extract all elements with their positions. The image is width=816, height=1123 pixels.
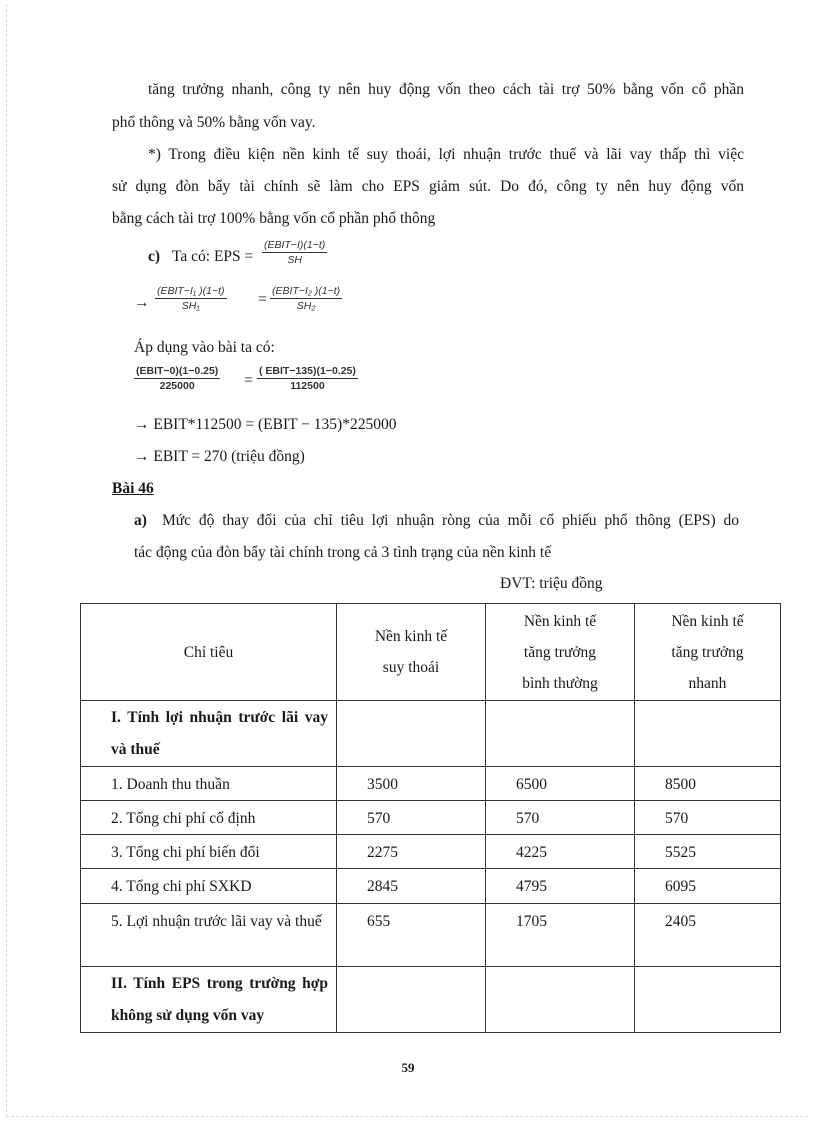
table-row xyxy=(81,869,781,904)
row-label: 1. Doanh thu thuần xyxy=(81,767,337,801)
row-value-recession: 570 xyxy=(337,801,486,835)
eps-denominator: SH xyxy=(287,254,302,266)
header-fast-growth-line-3: nhanh xyxy=(688,674,727,692)
applied-fraction-2-denominator: 112500 xyxy=(290,380,325,392)
header-fast-growth-line-2: tăng trưởng xyxy=(671,643,744,661)
empty-cell xyxy=(635,701,781,767)
item-a-text-line-1: Mức độ thay đổi của chỉ tiêu lợi nhuận ròng của mỗi cổ phiếu phổ thông (EPS) do xyxy=(162,512,739,529)
table-section-row xyxy=(81,967,781,1033)
table-header-row xyxy=(81,604,781,701)
applied-fraction-1-numerator: (EBIT−0)(1−0.25) xyxy=(136,365,219,377)
header-indicator xyxy=(81,604,337,701)
eps-table xyxy=(80,603,781,1033)
item-a-text-line-2: tác động của đòn bẩy tài chính trong cả 3 tình trạng của nền kinh tế xyxy=(134,544,552,561)
eps-intro: Ta có: EPS = xyxy=(172,248,254,265)
row-value-fast: 8500 xyxy=(635,767,781,801)
paragraph-2-line-3: bằng cách tài trợ 100% bằng vốn cổ phần phổ thông xyxy=(112,210,436,227)
eps-numerator: (EBIT−I)(1−t) xyxy=(264,239,326,251)
applied-fraction-2 xyxy=(257,365,358,392)
fraction-2-numerator: (EBIT−I₂ )(1−t) xyxy=(272,285,341,297)
page-number: 59 xyxy=(401,1060,415,1075)
row-value-normal: 4225 xyxy=(486,835,635,869)
item-c-label: c) xyxy=(148,248,161,265)
header-fast-growth-line-1: Nền kinh tế xyxy=(671,612,744,630)
row-value-normal: 1705 xyxy=(486,904,635,967)
paragraph-2-line-2: sử dụng đòn bẩy tài chính sẽ làm cho EPS giảm sút. Do đó, công ty nên huy động vốn xyxy=(112,178,744,195)
row-value-fast: 6095 xyxy=(635,869,781,904)
row-value-recession: 655 xyxy=(337,904,486,967)
header-recession xyxy=(337,604,486,701)
row-label: 5. Lợi nhuận trước lãi vay và thuế xyxy=(81,904,337,967)
table-row xyxy=(81,904,781,967)
empty-cell xyxy=(337,701,486,767)
row-value-fast: 570 xyxy=(635,801,781,835)
table-section-row xyxy=(81,701,781,767)
result-line-1: → EBIT*112500 = (EBIT − 135)*225000 xyxy=(134,416,397,433)
row-value-normal: 4795 xyxy=(486,869,635,904)
applied-fraction-1-denominator: 225000 xyxy=(159,380,195,392)
eps-fraction xyxy=(262,239,327,266)
exercise-heading: Bài 46 xyxy=(112,480,154,497)
empty-cell xyxy=(635,967,781,1033)
section-1-label: I. Tính lợi nhuận trước lãi vay và thuế xyxy=(81,701,337,767)
header-normal-growth-line-3: bình thường xyxy=(522,674,598,692)
fraction-2-denominator: SH₂ xyxy=(296,300,316,312)
applied-fraction-2-numerator: ( EBIT−135)(1−0.25) xyxy=(259,365,356,377)
paragraph-2-line-1: *) Trong điều kiện nền kinh tế suy thoái, lợi nhuận trước thuế và lãi vay thấp thì việc xyxy=(148,146,744,163)
table-row xyxy=(81,801,781,835)
result-line-2: → EBIT = 270 (triệu đồng) xyxy=(134,448,305,465)
header-normal-growth-line-1: Nền kinh tế xyxy=(523,612,597,630)
paragraph-1-line-1: tăng trưởng nhanh, công ty nên huy động vốn theo cách tài trợ 50% bằng vốn cổ phần xyxy=(148,81,744,98)
empty-cell xyxy=(486,701,635,767)
fraction-2 xyxy=(270,285,342,312)
header-recession-line-1: Nền kinh tế xyxy=(374,628,448,645)
row-label: 3. Tổng chi phí biến đổi xyxy=(81,835,337,869)
header-recession-line-2: suy thoái xyxy=(382,659,440,676)
paragraph-1-line-2: phổ thông và 50% bằng vốn vay. xyxy=(112,114,316,131)
section-2-label: II. Tính EPS trong trường hợp không sử dụng vốn vay xyxy=(81,967,337,1033)
row-value-recession: 2275 xyxy=(337,835,486,869)
fraction-1-numerator: (EBIT−I₁ )(1−t) xyxy=(157,285,225,297)
row-value-recession: 2845 xyxy=(337,869,486,904)
equals-sign-2: = xyxy=(244,372,254,389)
applied-fraction-1 xyxy=(134,365,220,392)
row-label: 4. Tổng chi phí SXKD xyxy=(81,869,337,904)
row-label: 2. Tổng chi phí cố định xyxy=(81,801,337,835)
fraction-1 xyxy=(155,285,227,312)
fraction-1-denominator: SH₁ xyxy=(181,300,200,312)
empty-cell xyxy=(337,967,486,1033)
unit-label: ĐVT: triệu đồng xyxy=(500,575,603,592)
table-row xyxy=(81,835,781,869)
header-normal-growth-line-2: tăng trưởng xyxy=(523,643,597,661)
header-indicator-label: Chỉ tiêu xyxy=(183,643,234,661)
arrow-symbol: → xyxy=(134,294,150,311)
apply-text: Áp dụng vào bài ta có: xyxy=(134,339,275,356)
empty-cell xyxy=(486,967,635,1033)
row-value-fast: 2405 xyxy=(635,904,781,967)
header-normal-growth xyxy=(486,604,635,701)
item-a-label: a) xyxy=(134,512,147,529)
row-value-normal: 6500 xyxy=(486,767,635,801)
table-row xyxy=(81,767,781,801)
row-value-recession: 3500 xyxy=(337,767,486,801)
row-value-fast: 5525 xyxy=(635,835,781,869)
header-fast-growth xyxy=(635,604,781,701)
equals-sign-1: = xyxy=(258,291,268,308)
row-value-normal: 570 xyxy=(486,801,635,835)
